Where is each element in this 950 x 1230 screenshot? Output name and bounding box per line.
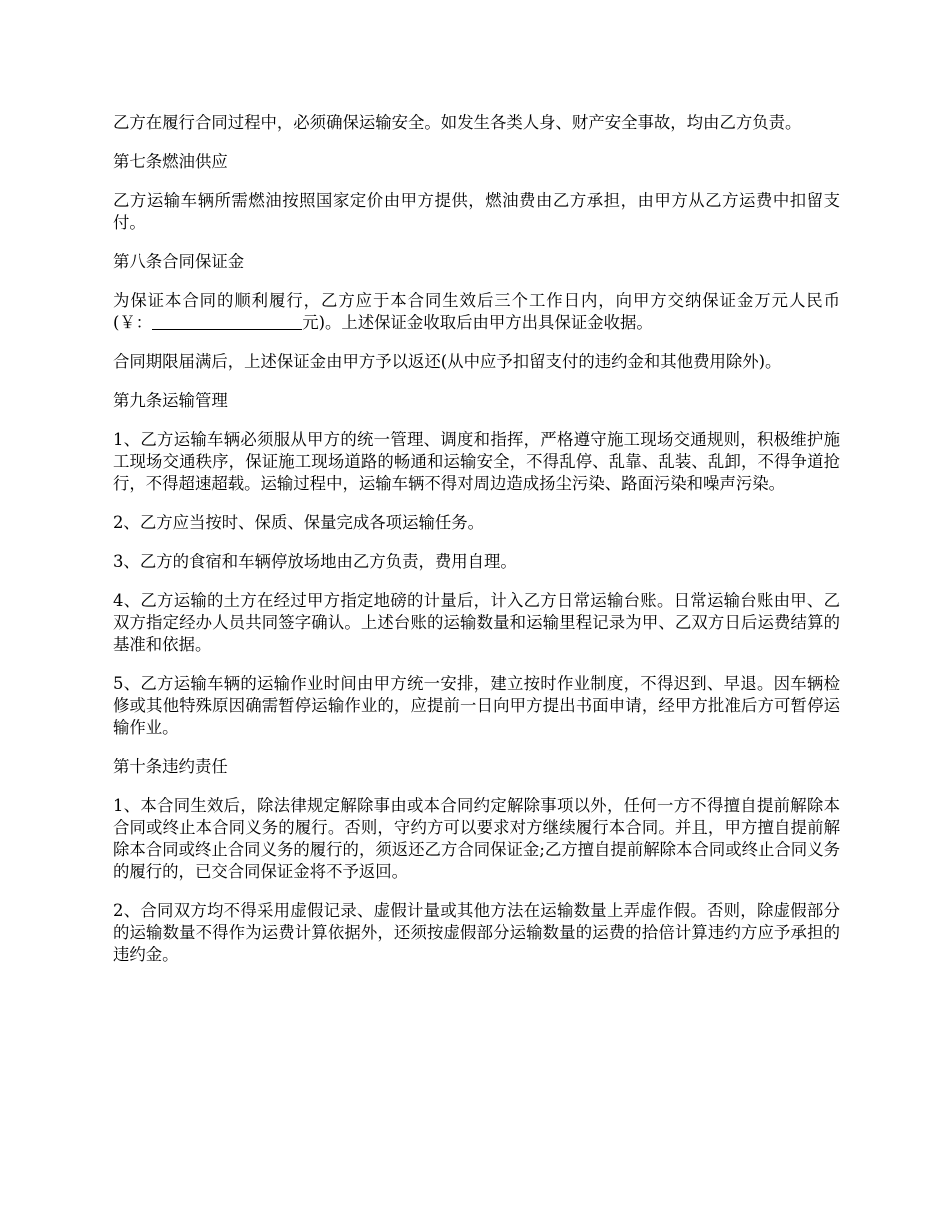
heading-article-9: 第九条运输管理 — [113, 391, 228, 410]
document-page — [113, 112, 840, 983]
paragraph-management-4: 4、乙方运输的土方在经过甲方指定地磅的计量后，计入乙方日常运输台账。日常运输台账由甲、乙双方指定经办人员共同签字确认。上述台账的运输数量和运输里程记录为甲、乙双方日后运费结算的基准和依据。 — [113, 591, 840, 654]
deposit-text-after: 元)。上述保证金收取后由甲方出具保证金收据。 — [302, 313, 653, 332]
paragraph-deposit-return: 合同期限届满后，上述保证金由甲方予以返还(从中应予扣留支付的违约金和其他费用除外)。 — [113, 352, 782, 371]
paragraph-transport-safety: 乙方在履行合同过程中，必须确保运输安全。如发生各类人身、财产安全事故，均由乙方负责。 — [113, 113, 802, 132]
paragraph-management-1: 1、乙方运输车辆必须服从甲方的统一管理、调度和指挥，严格遵守施工现场交通规则，积极维护施工现场交通秩序，保证施工现场道路的畅通和运输安全，不得乱停、乱靠、乱装、乱卸，不得争道抢行，不得超速超载。运输过程中，运输车辆不得对周边造成扬尘污染、路面污染和噪声污染。 — [113, 430, 840, 493]
paragraph-liability-1: 1、本合同生效后，除法律规定解除事由或本合同约定解除事项以外，任何一方不得擅自提前解除本合同或终止本合同义务的履行。否则，守约方可以要求对方继续履行本合同。并且，甲方擅自提前解除本合同或终止合同义务的履行的，须返还乙方合同保证金;乙方擅自提前解除本合同或终止合同义务的履行的，已交合同保证金将不予返回。 — [113, 796, 840, 881]
paragraph-management-3: 3、乙方的食宿和车辆停放场地由乙方负责，费用自理。 — [113, 552, 517, 571]
paragraph-management-5: 5、乙方运输车辆的运输作业时间由甲方统一安排，建立按时作业制度，不得迟到、早退。因车辆检修或其他特殊原因确需暂停运输作业的，应提前一日向甲方提出书面申请，经甲方批准后方可暂停运输作业。 — [113, 674, 840, 737]
paragraph-fuel-supply: 乙方运输车辆所需燃油按照国家定价由甲方提供，燃油费由乙方承担，由甲方从乙方运费中扣留支付。 — [113, 191, 840, 232]
heading-article-10: 第十条违约责任 — [113, 757, 228, 776]
deposit-amount-blank — [152, 313, 302, 330]
heading-article-7: 第七条燃油供应 — [113, 152, 228, 171]
paragraph-liability-2: 2、合同双方均不得采用虚假记录、虚假计量或其他方法在运输数量上弄虚作假。否则，除虚假部分的运输数量不得作为运费计算依据外，还须按虚假部分运输数量的运费的拾倍计算违约方应予承担的违约金。 — [113, 901, 840, 964]
heading-article-8: 第八条合同保证金 — [113, 252, 245, 271]
deposit-text-before: 为保证本合同的顺利履行，乙方应于本合同生效后三个工作日内，向甲方交纳保证金万元人民币(￥： — [113, 291, 840, 332]
paragraph-management-2: 2、乙方应当按时、保质、保量完成各项运输任务。 — [113, 513, 485, 532]
paragraph-deposit — [113, 290, 840, 334]
